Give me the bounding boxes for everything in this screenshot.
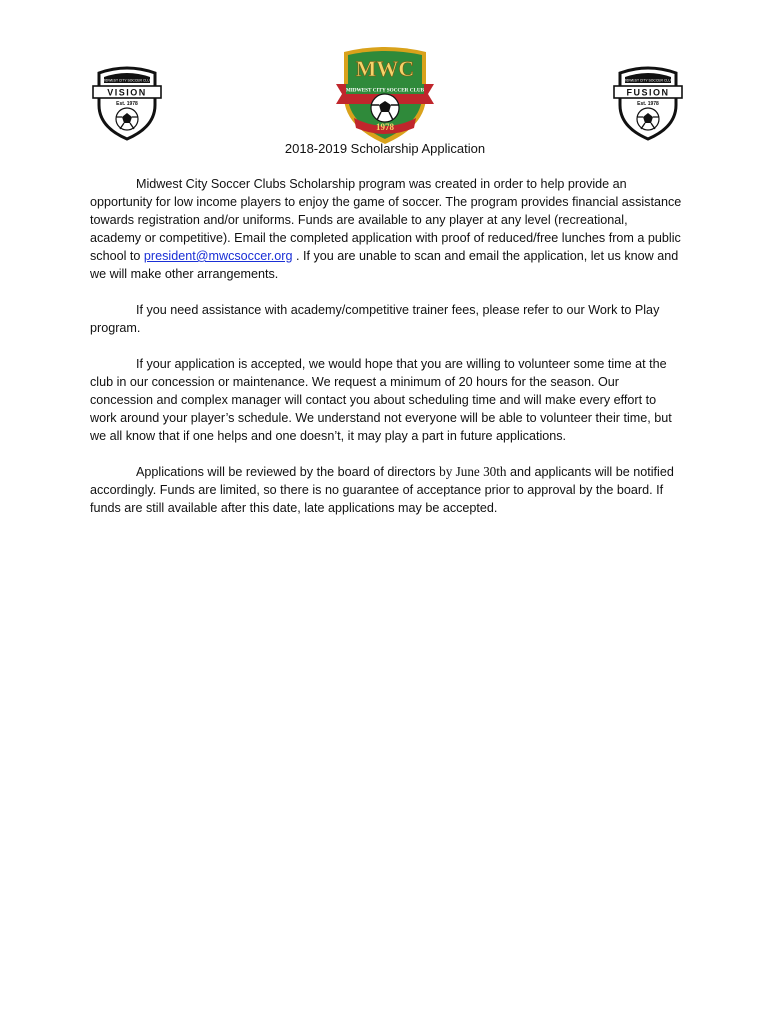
document-body xyxy=(90,175,682,535)
center-crest-ribbon-text: MIDWEST CITY SOCCER CLUB xyxy=(345,87,425,94)
left-crest-top-text: MIDWEST CITY SOCCER CLUB xyxy=(102,78,152,83)
fusion-crest-logo xyxy=(610,65,686,141)
center-crest-year: 1978 xyxy=(376,122,394,132)
mwc-club-crest-logo xyxy=(332,44,438,146)
document-title: 2018-2019 Scholarship Application xyxy=(284,141,486,156)
center-crest-letters: MWC xyxy=(355,56,415,81)
paragraph-volunteer: If your application is accepted, we would hope that you are willing to volunteer some time at the club in our concession or maintenance. We request a minimum of 20 hours for the season. Our concession and complex manager will contact you about scheduling time and will make every effort to work around your player’s schedule. We understand not everyone will be able to volunteer their time, but we all know that if one helps and one doesn’t, it may play a part in future applications. xyxy=(90,357,672,443)
vision-crest-logo xyxy=(89,65,165,141)
review-deadline: by June 30th xyxy=(439,464,507,479)
left-crest-est: Est. 1978 xyxy=(116,101,138,107)
paragraph-review xyxy=(90,463,682,517)
p1-text-end: . If you are unable to scan and email the application, let us know and we will make other arrangements. xyxy=(90,249,679,281)
p4-text-start: Applications will be reviewed by the board of directors xyxy=(136,465,440,479)
right-crest-banner: FUSION xyxy=(626,87,670,98)
right-crest-top-text: MIDWEST CITY SOCCER CLUB xyxy=(623,78,673,83)
p4-text-end: and applicants will be notified accordingly. Funds are limited, so there is no guarantee of acceptance prior to approval by the board. If funds are still available after this date, late applications may be accepted. xyxy=(90,465,674,515)
president-email-link[interactable]: president@mwcsoccer.org xyxy=(143,249,293,263)
left-crest-banner: VISION xyxy=(107,87,147,98)
p1-text-start: Midwest City Soccer Clubs Scholarship program was created in order to help provide an opportunity for low income players to enjoy the game of soccer. The program provides financial assistance towards registration and/or uniforms. Funds are available to any player at any level (recreational, academy or competitive). Email the completed application with proof of reduced/free lunches from a public school to xyxy=(90,177,682,263)
right-crest-est: Est. 1978 xyxy=(637,101,659,107)
paragraph-program-overview xyxy=(90,175,682,283)
paragraph-trainer-fees: If you need assistance with academy/competitive trainer fees, please refer to our Work to Play program. xyxy=(90,303,660,335)
